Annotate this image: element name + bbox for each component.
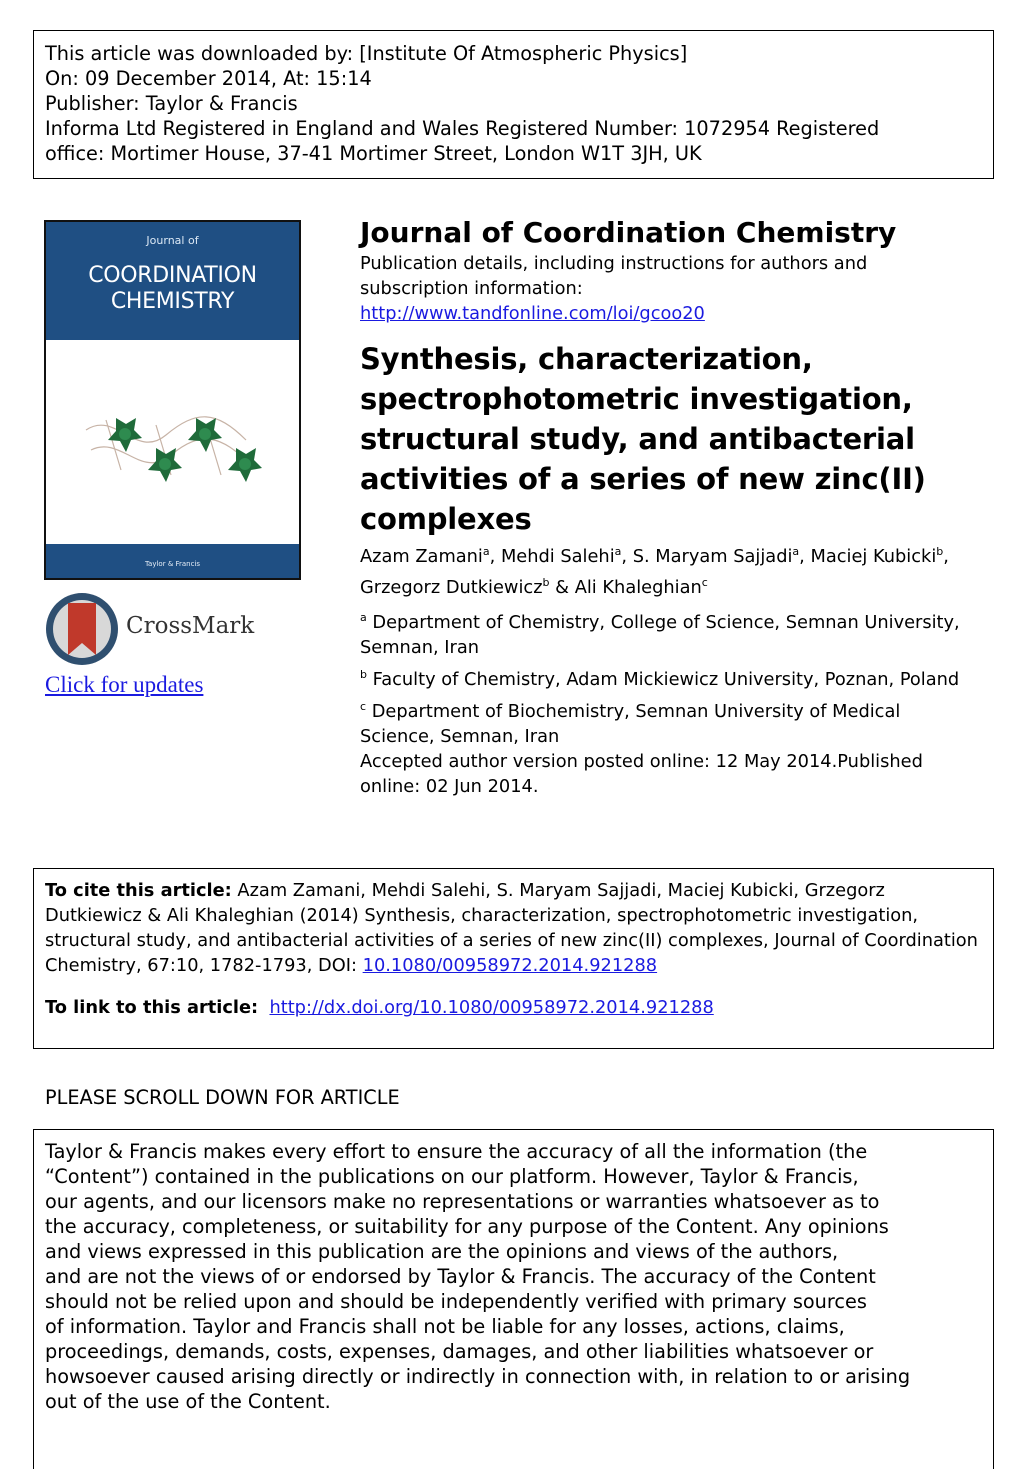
author-separator: , — [489, 546, 501, 567]
disclaimer-line: and views expressed in this publication are the opinions and views of the authors, — [45, 1240, 839, 1263]
cover-title-line2: CHEMISTRY — [110, 289, 235, 314]
cover-publisher-mark: Taylor & Francis — [144, 560, 201, 568]
disclaimer-line: should not be relied upon and should be independently verified with primary sources — [45, 1290, 867, 1313]
author-separator: , — [799, 546, 811, 567]
scroll-notice: PLEASE SCROLL DOWN FOR ARTICLE — [45, 1086, 400, 1109]
journal-title: Journal of Coordination Chemistry — [360, 216, 897, 249]
author-list — [360, 541, 980, 603]
cover-top-band — [46, 222, 299, 340]
author-affiliation-mark: a — [614, 545, 622, 558]
link-label: To link to this article: — [45, 997, 259, 1018]
crossmark-icon — [44, 591, 120, 667]
crossmark-label: CrossMark — [126, 613, 255, 639]
notice-line: On: 09 December 2014, At: 15:14 — [45, 67, 372, 90]
cover-journal-of: Journal of — [146, 234, 199, 247]
disclaimer-line: our agents, and our licensors make no representations or warranties whatsoever as to — [45, 1190, 880, 1213]
notice-line: office: Mortimer House, 37-41 Mortimer Street, London W1T 3JH, UK — [45, 142, 702, 165]
author-name: Ali Khaleghian — [574, 577, 702, 598]
click-for-updates-link[interactable]: Click for updates — [45, 672, 204, 697]
disclaimer-box — [33, 1129, 994, 1469]
journal-cover-image — [44, 220, 301, 580]
disclaimer-line: of information. Taylor and Francis shall not be liable for any losses, actions, claims, — [45, 1315, 845, 1338]
author-affiliation-mark: b — [542, 576, 550, 589]
publication-dates: Accepted author version posted online: 12 May 2014.Published online: 02 Jun 2014. — [360, 751, 923, 797]
author-name: Grzegorz Dutkiewicz — [360, 577, 543, 598]
notice-line: Informa Ltd Registered in England and Wales Registered Number: 1072954 Registered — [45, 117, 880, 140]
affiliation-text: Department of Chemistry, College of Science, Semnan University, Semnan, Iran — [360, 612, 960, 658]
disclaimer-line: and are not the views of or endorsed by Taylor & Francis. The accuracy of the Content — [45, 1265, 876, 1288]
cover-molecule-illustration — [46, 340, 299, 545]
author-name: Azam Zamani — [360, 546, 483, 567]
notice-line: This article was downloaded by: [Institute Of Atmospheric Physics] — [45, 42, 688, 65]
cover-bottom-band — [46, 544, 299, 578]
author-name: Mehdi Salehi — [500, 546, 615, 567]
cite-text: Azam Zamani, Mehdi Salehi, S. Maryam Sajjadi, Maciej Kubicki, Grzegorz Dutkiewicz & Ali Khaleghian (2014) Synthesis, characterization, spectrophotometric investigation, structural study, and antibacterial activities of a series of new zinc(II) complexes, Journal of Coordination Chemistry, 67:10, 1782-1793, DOI: — [45, 880, 978, 976]
affiliation-text: Faculty of Chemistry, Adam Mickiewicz University, Poznan, Poland — [372, 669, 960, 690]
citation-text-block — [45, 878, 982, 978]
author-name: S. Maryam Sajjadi — [632, 546, 793, 567]
disclaimer-line: howsoever caused arising directly or indirectly in connection with, in relation to or arising — [45, 1365, 911, 1388]
article-title: Synthesis, characterization, spectrophotometric investigation, structural study, and antibacterial activities of a series of new zinc(II) complexes — [360, 342, 926, 536]
download-notice-box — [33, 30, 994, 179]
publication-details: Publication details, including instructions for authors and subscription information: — [360, 253, 868, 299]
author-affiliation-mark: a — [792, 545, 800, 558]
article-link-line — [45, 995, 982, 1020]
disclaimer-line: the accuracy, completeness, or suitability for any purpose of the Content. Any opinions — [45, 1215, 889, 1238]
journal-url-link[interactable]: http://www.tandfonline.com/loi/gcoo20 — [360, 303, 705, 324]
disclaimer-line: out of the use of the Content. — [45, 1390, 331, 1413]
author-separator: , — [943, 546, 949, 567]
notice-line: Publisher: Taylor & Francis — [45, 92, 298, 115]
author-affiliation-mark: a — [482, 545, 490, 558]
author-separator: , — [621, 546, 633, 567]
affiliation-a — [360, 610, 980, 660]
affiliation-c — [360, 699, 980, 749]
citation-box — [33, 868, 994, 1049]
crossmark-badge[interactable] — [44, 591, 304, 667]
affiliation-b — [360, 667, 980, 692]
affiliation-mark: a — [360, 611, 367, 624]
affiliation-mark: c — [360, 700, 367, 713]
disclaimer-line: Taylor & Francis makes every effort to ensure the accuracy of all the information (the — [45, 1140, 868, 1163]
affiliation-mark: b — [360, 668, 367, 681]
doi-link[interactable]: 10.1080/00958972.2014.921288 — [362, 955, 658, 976]
author-separator: & — [549, 577, 575, 598]
article-url-link[interactable]: http://dx.doi.org/10.1080/00958972.2014.921288 — [269, 997, 714, 1018]
cite-label: To cite this article: — [45, 880, 232, 901]
author-affiliation-mark: b — [936, 545, 944, 558]
affiliation-text: Department of Biochemistry, Semnan University of Medical Science, Semnan, Iran — [360, 701, 901, 747]
article-info-column — [360, 215, 980, 799]
cover-title-line1: COORDINATION — [88, 263, 257, 288]
author-name: Maciej Kubicki — [810, 546, 937, 567]
author-affiliation-mark: c — [701, 576, 708, 589]
disclaimer-line: proceedings, demands, costs, expenses, damages, and other liabilities whatsoever or — [45, 1340, 874, 1363]
disclaimer-line: “Content”) contained in the publications on our platform. However, Taylor & Francis, — [45, 1165, 859, 1188]
